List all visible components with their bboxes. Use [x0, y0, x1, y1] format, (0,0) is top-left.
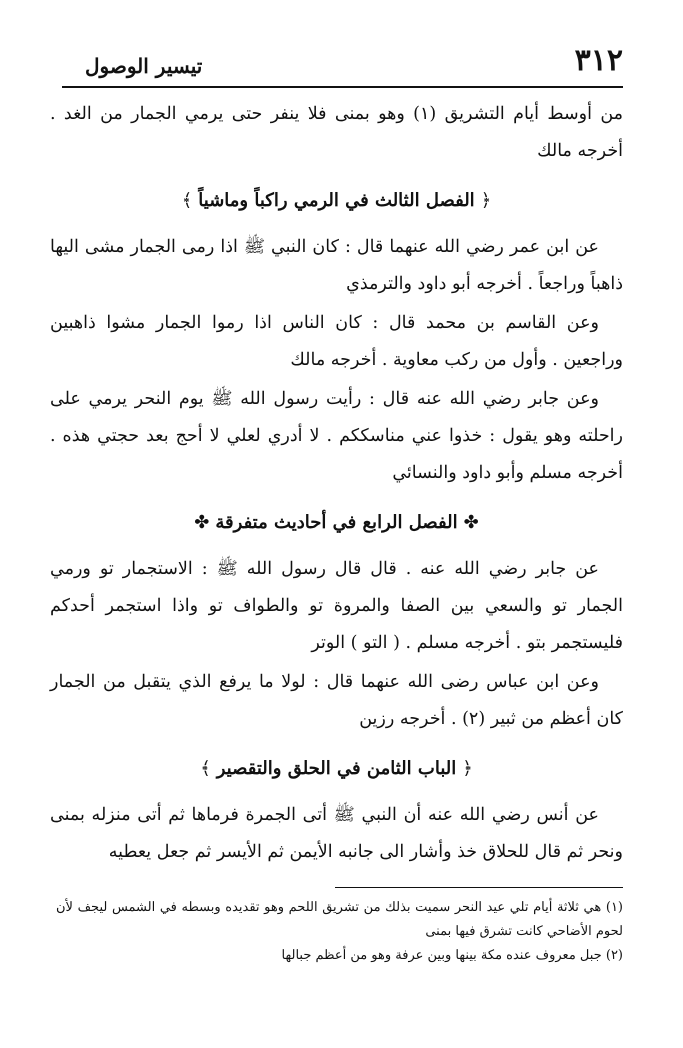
hadith-al-qasim: وعن القاسم بن محمد قال : كان الناس اذا رموا الجمار مشوا ذاهبين وراجعين . وأول من ركب معاوية . أخرجه مالك — [50, 313, 623, 370]
hadith-anas: عن أنس رضي الله عنه أن النبي ﷺ أتى الجمرة فرماها ثم أتى منزله بمنى ونحر ثم قال للحلاق خذ وأشار الى جانبه الأيمن ثم الأيسر ثم جعل يعطيه — [50, 805, 623, 862]
hadith-ibn-umar: عن ابن عمر رضي الله عنهما قال : كان النبي ﷺ اذا رمى الجمار مشى اليها ذاهباً وراجعاً . أخرجه أبو داود والترمذي — [50, 237, 623, 294]
ornament-icon: ✤ — [463, 512, 479, 533]
footnotes — [56, 896, 623, 968]
hadith-ibn-abbas: وعن ابن عباس رضى الله عنهما قال : لولا ما يرفع الذي يتقبل من الجمار كان أعظم من ثبير (٢) . أخرجه رزين — [50, 672, 623, 729]
paragraph-continuation: من أوسط أيام التشريق (١) وهو بمنى فلا ينفر حتى يرمي الجمار من الغد . أخرجه مالك — [50, 104, 624, 161]
page-number: ٣١٢ — [574, 43, 623, 78]
hadith-jabir-2: عن جابر رضي الله عنه . قال قال رسول الله ﷺ : الاستجمار تو ورمي الجمار تو والسعي بين الصفا والمروة تو والطواف تو واذا استجمر أحدكم فليستجمر بتو . أخرجه مسلم . ( التو ) الوتر — [50, 559, 623, 653]
main-text — [50, 96, 623, 873]
ornament-icon: ✤ — [194, 512, 210, 533]
ornament-icon: ﴾ — [200, 758, 211, 779]
running-title: تيسير الوصول — [85, 54, 203, 78]
section-heading-4: ✤الفصل الرابع في أحاديث متفرقة✤ — [50, 504, 623, 541]
chapter-heading-8: ﴿الباب الثامن في الحلق والتقصير﴾ — [50, 750, 623, 787]
footnote-2: (٢) جبل معروف عنده مكة بينها وبين عرفة وهو من أعظم جبالها — [281, 948, 623, 963]
ornament-icon: ﴿ — [462, 758, 473, 779]
footnote-rule — [335, 887, 623, 888]
page-header — [85, 38, 623, 78]
hadith-jabir-1: وعن جابر رضي الله عنه قال : رأيت رسول الله ﷺ يوم النحر يرمي على راحلته وهو يقول : خذوا عني مناسككم . لا أدري لعلي لا أحج بعد حجتي هذه . أخرجه مسلم وأبو داود والنسائي — [50, 389, 623, 483]
ornament-icon: ﴾ — [181, 190, 193, 211]
header-rule — [62, 86, 623, 88]
ornament-icon: ﴿ — [480, 190, 492, 211]
footnote-1: (١) هي ثلاثة أيام تلي عيد النحر سميت بذلك من تشريق اللحم وهو تقديده وبسطه في الشمس ليجف لأن لحوم الأضاحي كانت تشرق فيها بمنى — [56, 900, 623, 939]
section-heading-3: ﴿الفصل الثالث في الرمي راكباً وماشياً﴾ — [50, 182, 623, 219]
